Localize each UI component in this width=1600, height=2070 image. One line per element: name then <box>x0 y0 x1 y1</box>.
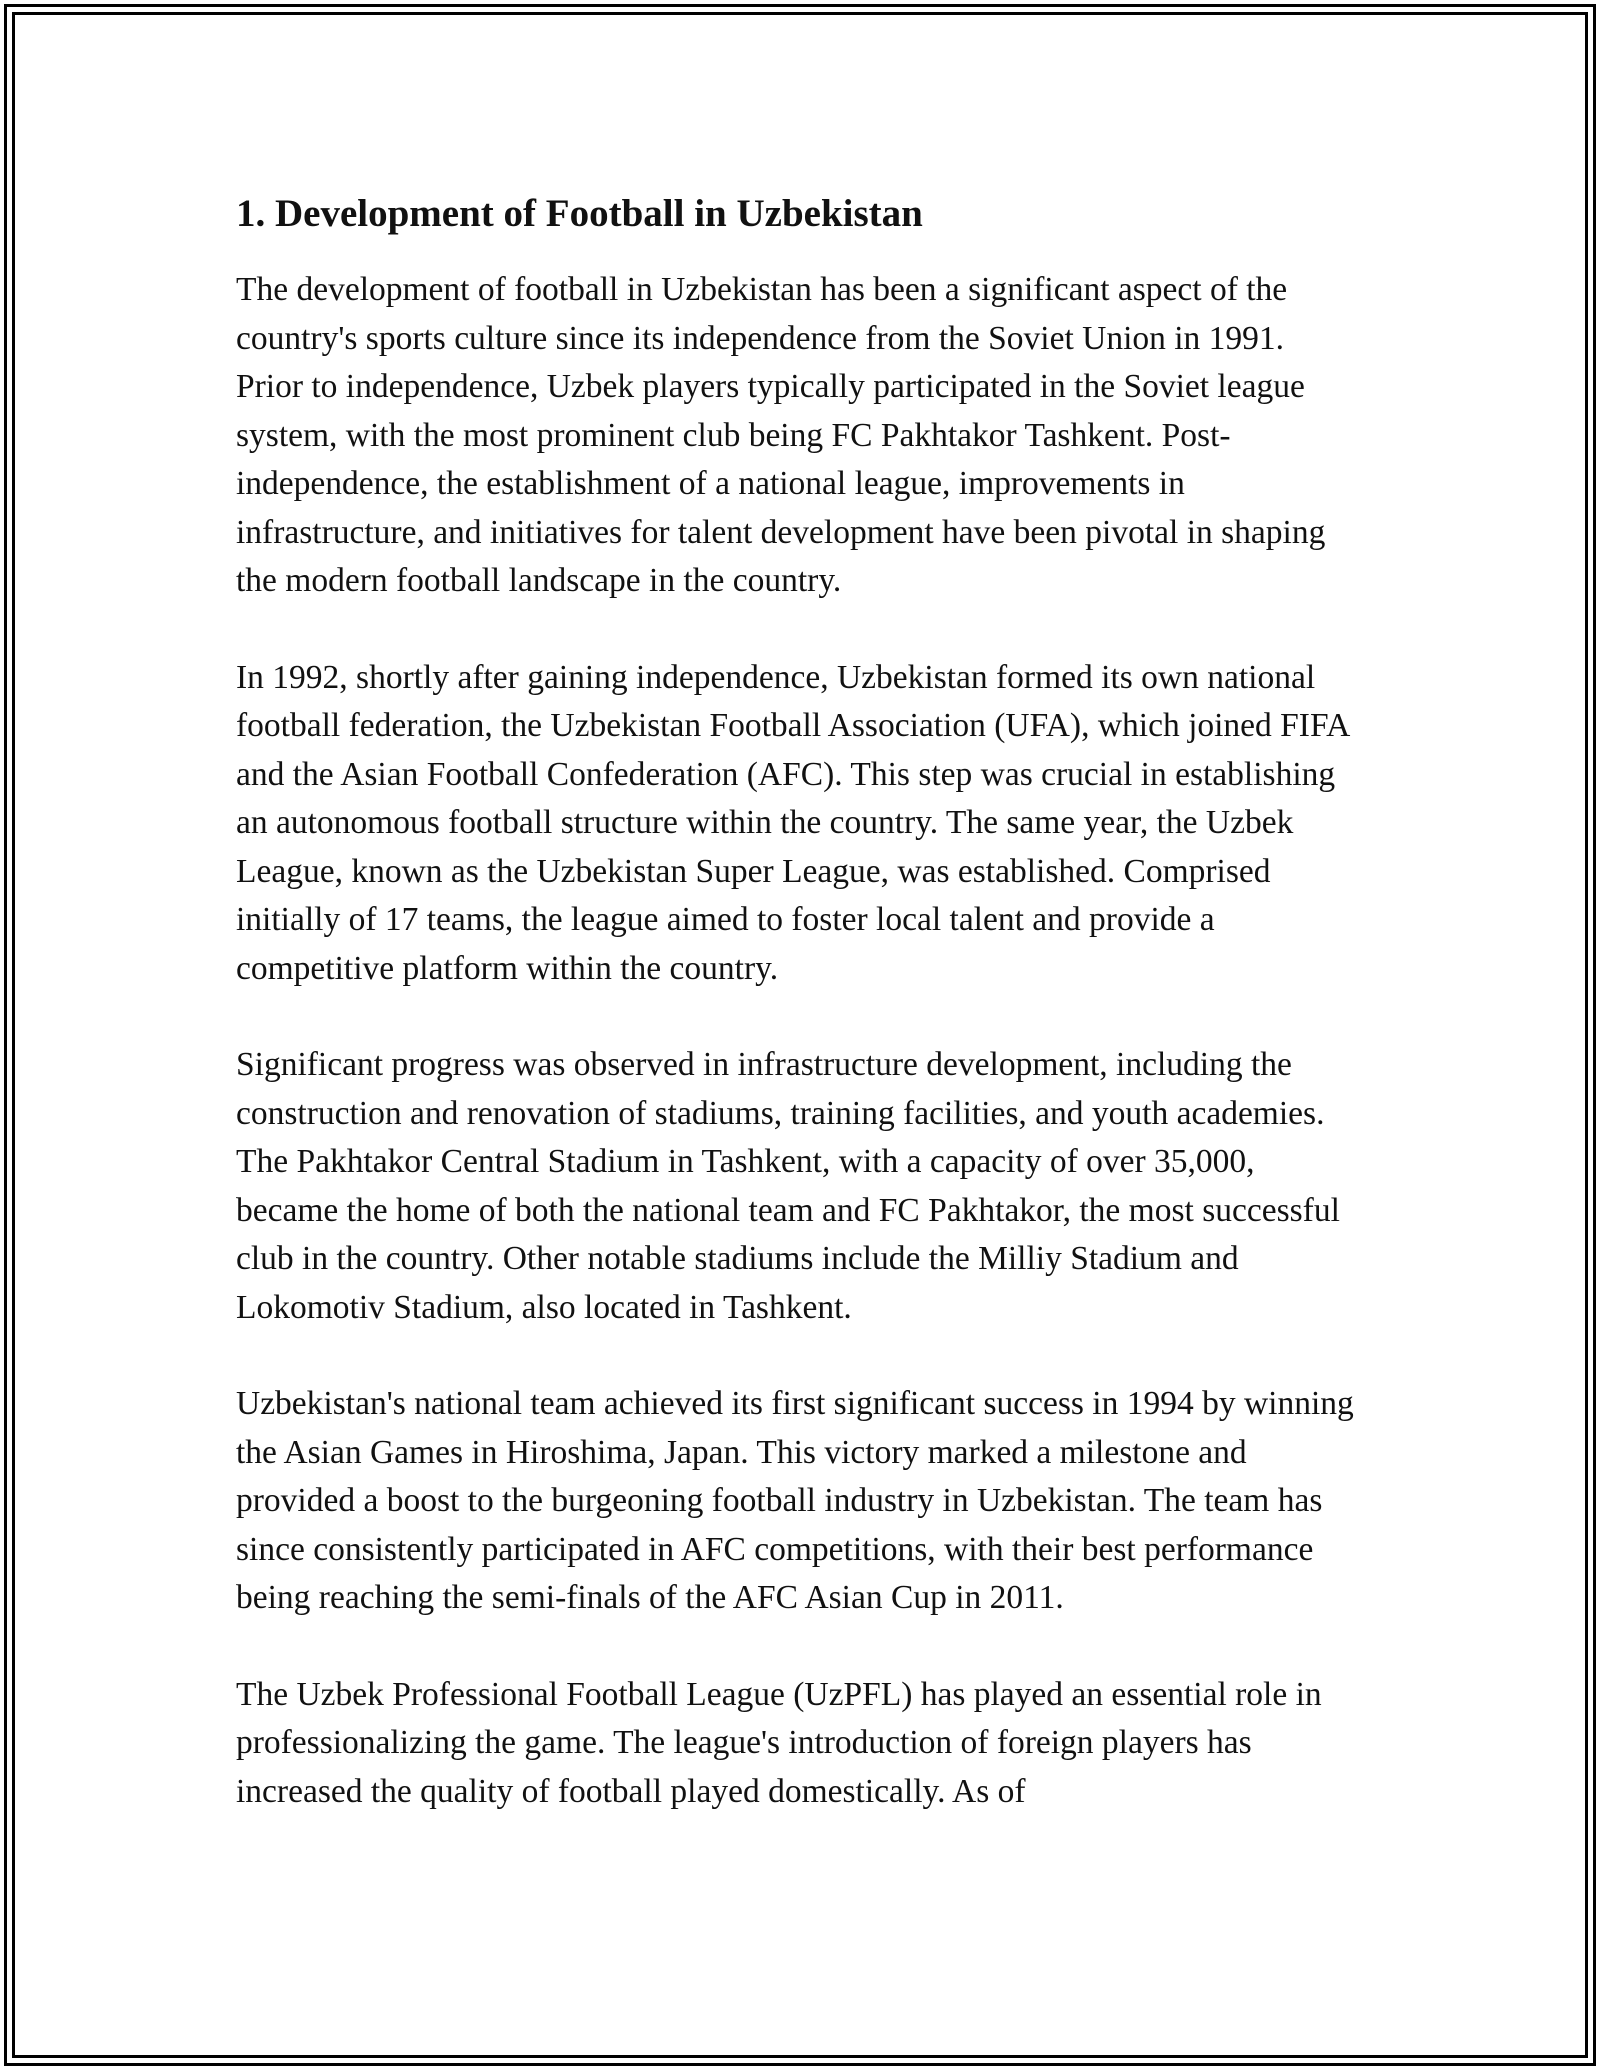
paragraph-2: In 1992, shortly after gaining independence, Uzbekistan formed its own national football federation, the Uzbekistan Football Association (UFA), which joined FIFA and the Asian Football Confederation (AFC). This step was crucial in establishing an autonomous football structure within the country. The same year, the Uzbek League, known as the Uzbekistan Super League, was established. Comprised initially of 17 teams, the league aimed to foster local talent and provide a competitive platform within the country. <box>236 658 1349 987</box>
paragraph-4: Uzbekistan's national team achieved its first significant success in 1994 by winning the Asian Games in Hiroshima, Japan. This victory marked a milestone and provided a boost to the burgeoning football industry in Uzbekistan. The team has since consistently participated in AFC competitions, with their best performance being reaching the semi-finals of the AFC Asian Cup in 2011. <box>236 1385 1354 1616</box>
paragraph-5: The Uzbek Professional Football League (UzPFL) has played an essential role in professionalizing the game. The league's introduction of foreign players has increased the quality of football played domestically. As of <box>236 1675 1322 1810</box>
paragraph-3: Significant progress was observed in infrastructure development, including the construction and renovation of stadiums, training facilities, and youth academies. The Pakhtakor Central Stadium in Tashkent, with a capacity of over 35,000, became the home of both the national team and FC Pakhtakor, the most successful club in the country. Other notable stadiums include the Milliy Stadium and Lokomotiv Stadium, also located in Tashkent. <box>236 1046 1340 1326</box>
document-body <box>236 190 1356 1864</box>
section-heading: 1. Development of Football in Uzbekistan <box>236 192 923 235</box>
paragraph-1: The development of football in Uzbekistan has been a significant aspect of the country's sports culture since its independence from the Soviet Union in 1991. Prior to independence, Uzbek players typically participated in the Soviet league system, with the most prominent club being FC Pakhtakor Tashkent. Post-independence, the establishment of a national league, improvements in infrastructure, and initiatives for talent development have been pivotal in shaping the modern football landscape in the country. <box>236 271 1326 599</box>
